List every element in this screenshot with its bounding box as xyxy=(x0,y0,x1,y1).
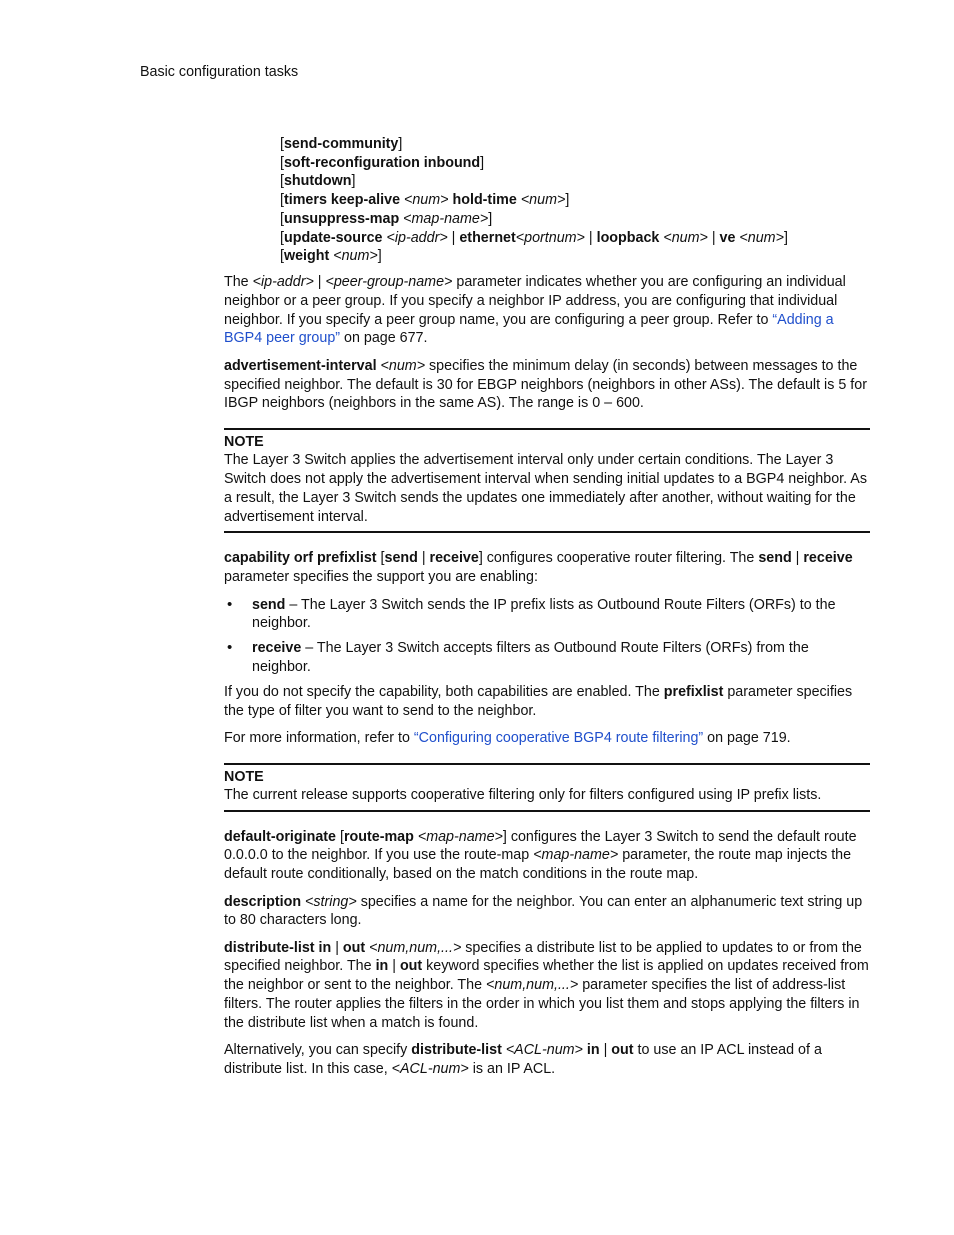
paragraph-distribute-list: distribute-list in | out <num,num,...> specifies a distribute list to be applied to updates to or from the specified neighbor. The in | out keyword specifies whether the list is applied on updates received from the neighbor or sent to the neighbor. The <num,num,...> parameter specifies the list of address-list filters. The router applies the filters in the order in which you list them and stops applying the filters in the distribute list when a match is found. xyxy=(224,939,869,1031)
paragraph-capability-orf: capability orf prefixlist [send | receive] configures cooperative router filtering. The send | receive parameter specifies the support you are enabling: xyxy=(224,550,853,586)
paragraph-distribute-list-acl: Alternatively, you can specify distribute-list <ACL-num> in | out to use an IP ACL instead of a distribute list. In this case, <ACL-num> is an IP ACL. xyxy=(224,1042,822,1078)
list-item-send: • send – The Layer 3 Switch sends the IP prefix lists as Outbound Route Filters (ORFs) to the neighbor. xyxy=(227,595,836,632)
syntax-line-timers: [timers keep-alive <num> hold-time <num>] xyxy=(280,192,570,209)
link-configuring-cooperative-filtering[interactable]: “Configuring cooperative BGP4 route filtering” xyxy=(413,729,704,746)
paragraph-advertisement-interval: advertisement-interval <num> specifies the minimum delay (in seconds) between messages to the specified neighbor. The default is 30 for EBGP neighbors (neighbors in other ASs). The default is 5 for IBGP neighbors (neighbors in the same AS). The range is 0 – 600. xyxy=(224,357,867,412)
syntax-line-weight: [weight <num>] xyxy=(280,248,382,265)
paragraph-prefixlist: If you do not specify the capability, both capabilities are enabled. The prefixlist parameter specifies the type of filter you want to send to the neighbor. xyxy=(224,683,853,719)
bullet-icon: • xyxy=(227,595,233,613)
paragraph-ip-addr-peer-group: The <ip-addr> | <peer-group-name> parameter indicates whether you are configuring an individual neighbor or a peer group. If you specify a neighbor IP address, you are configuring that individual neighbor. If you specify a peer group name, you are configuring a peer group. Refer to “Adding a BGP4 peer group” on page 677. xyxy=(224,274,846,347)
note-text: The Layer 3 Switch applies the advertisement interval only under certain conditions. The Layer 3 Switch does not apply the advertisement interval when sending initial updates to a BGP4 neighbor. As a result, the Layer 3 Switch sends the updates one immediately after another, without waiting for the advertisement interval. xyxy=(224,452,867,525)
syntax-line-update-source: [update-source <ip-addr> | ethernet<portnum> | loopback <num> | ve <num>] xyxy=(280,229,788,246)
syntax-line-send-community: [send-community] xyxy=(280,136,403,152)
main-content xyxy=(224,273,870,1087)
note-advertisement-interval xyxy=(224,428,870,533)
paragraph-description: description <string> specifies a name for the neighbor. You can enter an alphanumeric text string up to 80 characters long. xyxy=(224,893,863,929)
bullet-icon: • xyxy=(227,639,233,657)
paragraph-default-originate: default-originate [route-map <map-name>] configures the Layer 3 Switch to send the default route 0.0.0.0 to the neighbor. If you use the route-map <map-name> parameter, the route map injects the default route conditionally, based on the match conditions in the route map. xyxy=(224,828,857,883)
paragraph-more-info: For more information, refer to “Configuring cooperative BGP4 route filtering” on page 719. xyxy=(224,729,791,746)
link-adding-bgp4-peer-group[interactable]: “Adding a BGP4 peer group” xyxy=(224,311,834,347)
syntax-line-unsuppress-map: [unsuppress-map <map-name>] xyxy=(280,210,493,227)
note-title: NOTE xyxy=(224,434,264,451)
command-syntax-block xyxy=(280,135,788,266)
note-cooperative-filtering xyxy=(224,763,870,812)
syntax-line-shutdown: [shutdown] xyxy=(280,173,356,190)
syntax-line-soft-reconfiguration: [soft-reconfiguration inbound] xyxy=(280,154,485,171)
list-item-receive: • receive – The Layer 3 Switch accepts filters as Outbound Route Filters (ORFs) from the neighbor. xyxy=(227,639,809,675)
page-header: Basic configuration tasks xyxy=(140,64,299,80)
note-title: NOTE xyxy=(224,768,264,785)
note-text: The current release supports cooperative filtering only for filters configured using IP prefix lists. xyxy=(224,786,822,803)
capability-bullet-list xyxy=(224,596,870,677)
